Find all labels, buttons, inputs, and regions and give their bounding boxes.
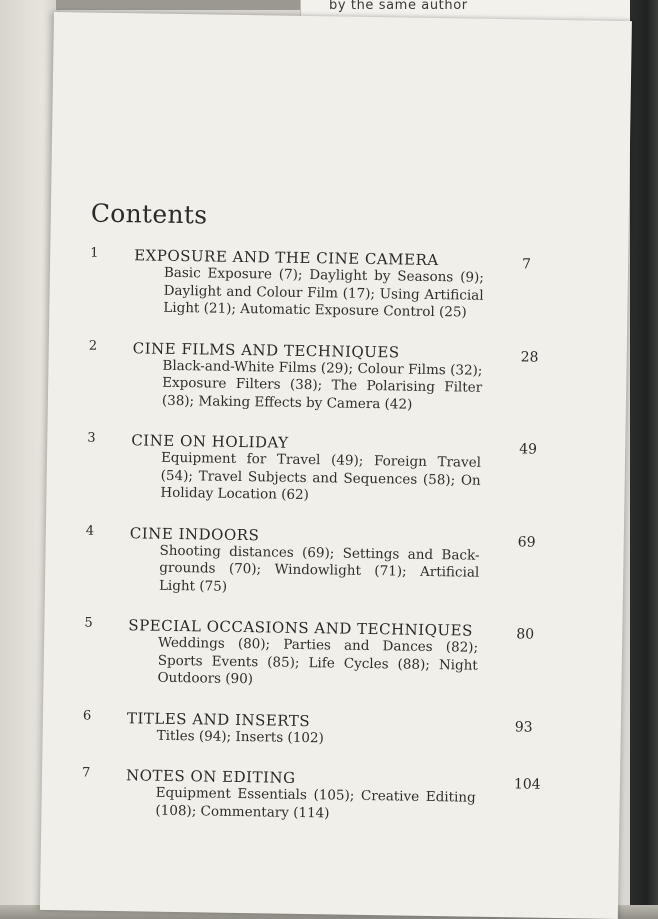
chapter-entry xyxy=(86,431,537,509)
chapter-title: EXPOSURE AND THE CINE CAMERA xyxy=(134,246,439,270)
chapter-entry xyxy=(83,708,534,751)
chapter-page-number: 49 xyxy=(519,441,538,458)
chapter-number: 3 xyxy=(87,430,96,446)
chapter-number: 2 xyxy=(88,338,98,354)
chapter-entry xyxy=(89,246,540,324)
chapter-page-number: 69 xyxy=(517,533,536,551)
chapter-sections: Black-and-White Films (29); Colour Films (32); Exposure Filters (38); The Polarising Filter (38); Making Effects by Camera (42) xyxy=(161,357,483,413)
chapter-title: CINE INDOORS xyxy=(129,523,260,544)
chapter-entry xyxy=(81,765,541,826)
chapter-sections: Equipment Essentials (105); Creative Editing (108); Commentary (114) xyxy=(155,784,476,821)
chapter-page-number: 7 xyxy=(521,256,532,273)
chapter-page-number: 80 xyxy=(516,626,535,643)
chapter-number: 7 xyxy=(81,765,91,781)
chapter-number: 5 xyxy=(84,615,93,631)
chapter-sections: Titles (94); Inserts (102) xyxy=(156,727,324,746)
chapter-title: TITLES AND INSERTS xyxy=(126,708,311,730)
chapter-page-number: 28 xyxy=(520,348,539,366)
chapter-page-number: 104 xyxy=(513,776,541,793)
chapter-number: 6 xyxy=(82,708,92,724)
book-edge-strip xyxy=(56,0,306,10)
chapter-sections: Shooting distances (69); Settings and Back-grounds (70); Windowlight (71); Artificial Light (75) xyxy=(158,542,480,595)
chapter-title: NOTES ON EDITING xyxy=(125,766,296,787)
chapter-number: 1 xyxy=(90,245,99,261)
contents-page xyxy=(40,12,632,919)
book-cover-edge xyxy=(630,0,658,919)
chapter-entry xyxy=(83,616,534,694)
chapter-title: CINE ON HOLIDAY xyxy=(131,431,289,452)
chapter-page-number: 93 xyxy=(514,718,533,736)
chapter-sections: Weddings (80); Parties and Dances (82); Sports Events (85); Life Cycles (88); Night Outdoors (90) xyxy=(157,634,479,688)
chapter-title: SPECIAL OCCASIONS AND TECHNIQUES xyxy=(128,616,473,640)
contents-block xyxy=(81,199,541,848)
chapter-sections: Equipment for Travel (49); Foreign Travel (54); Travel Subjects and Sequences (58); On Holiday Location (62) xyxy=(160,449,482,504)
chapter-title: CINE FILMS AND TECHNIQUES xyxy=(132,338,400,361)
chapter-number: 4 xyxy=(85,523,95,539)
chapter-entry xyxy=(88,338,539,416)
page-title: Contents xyxy=(90,198,208,230)
chapter-sections: Basic Exposure (7); Daylight by Seasons (9); Daylight and Colour Film (17); Using Artificial Light (21); Automatic Exposure Control (25) xyxy=(163,264,485,321)
chapter-entry xyxy=(85,523,536,601)
background-book-text: by the same author xyxy=(329,0,468,13)
